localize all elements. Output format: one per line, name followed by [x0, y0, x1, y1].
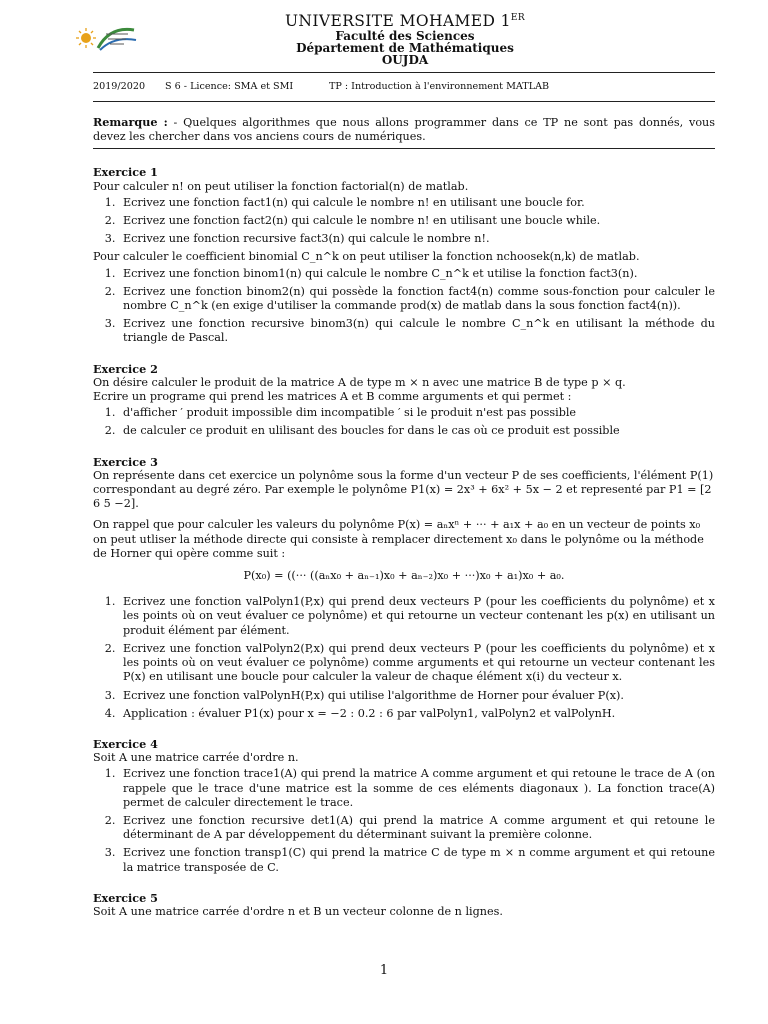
exercise-4-intro: Soit A une matrice carrée d'ordre n. — [93, 751, 299, 765]
tp-title: TP : Introduction à l'environnement MATLAB — [329, 81, 550, 92]
list-item: 2. Ecrivez une fonction recursive det1(A) qui prend la matrice A comme argument et qui retoune le déterminant de A par développement du déterminant suivant la première colonne. — [119, 814, 715, 842]
info-rule — [93, 101, 715, 102]
exercise-3-title: Exercice 3 — [93, 454, 158, 469]
list-item: 1. d'afficher ′ produit impossible dim incompatible ′ si le produit n'est pas possible — [119, 406, 715, 420]
list-item: 2. Ecrivez une fonction valPolyn2(P,x) qui prend deux vecteurs P (pour les coefficients du polynôme) et x les points où on veut évaluer ce polynôme) comme arguments et qui retourne un vecteur contenant les P(x) en utilisant une boucle pour calculer la valeur de chaque élément x(i) du vecteur x. — [119, 642, 715, 685]
list-item: 2. Ecrivez une fonction fact2(n) qui calcule le nombre n! en utilisant une boucle while. — [119, 214, 715, 228]
list-item: 3. Ecrivez une fonction transp1(C) qui prend la matrice C de type m × n comme argument et qui retoune la matrice transposée de C. — [119, 846, 715, 874]
list-item: 1. Ecrivez une fonction binom1(n) qui calcule le nombre C_n^k et utilise la fonction fact3(n). — [119, 267, 715, 281]
list-item: 1. Ecrivez une fonction fact1(n) qui calcule le nombre n! en utilisant une boucle for. — [119, 196, 715, 210]
list-item: 3. Ecrivez une fonction recursive binom3(n) qui calcule le nombre C_n^k en utilisant la méthode du triangle de Pascal. — [119, 317, 715, 345]
city-name: OUJDA — [381, 53, 429, 68]
university-logo — [74, 18, 144, 58]
remark-paragraph — [93, 115, 715, 144]
academic-year: 2019/2020 — [93, 81, 146, 92]
exercise-1-intro: Pour calculer n! on peut utiliser la fonction factorial(n) de matlab. — [93, 179, 469, 193]
exercise-2-intro-2: Ecrire un programe qui prend les matrices A et B comme arguments et qui permet : — [93, 390, 572, 404]
exercise-3-para-1: On représente dans cet exercice un polynôme sous la forme d'un vecteur P de ses coefficients, l'élément P(1) correspondant au degré zéro. Par exemple le polynôme P1(x) = 2x³ + 6x² + 5x − 2 et representé par P1 = [2 6 5 −2]. — [93, 468, 714, 511]
course-info-bar — [93, 81, 715, 92]
remark-rule — [93, 148, 715, 149]
remark-text: - Quelques algorithmes que nous allons programmer dans ce TP ne sont pas donnés, vous devez les chercher dans vos anciens cours de numériques. — [93, 116, 716, 144]
exercise-2-title: Exercice 2 — [93, 361, 158, 376]
list-item: 3. Ecrivez une fonction recursive fact3(n) qui calcule le nombre n!. — [119, 232, 715, 246]
remark-label: Remarque : — [93, 115, 168, 129]
exercise-4-title: Exercice 4 — [93, 736, 158, 751]
faculty-name: Faculté des Sciences — [335, 28, 475, 43]
university-name: UNIVERSITE MOHAMED 1ER — [284, 12, 526, 31]
exercise-2-intro: On désire calculer le produit de la matrice A de type m × n avec une matrice B de type p × q. — [93, 375, 626, 389]
list-item: 2. Ecrivez une fonction binom2(n) qui possède la fonction fact4(n) comme sous-fonction pour calculer le nombre C_n^k (en exige d'utiliser la commande prod(x) de matlab dans la sous fonction fact4(n)). — [119, 285, 715, 313]
list-item: 1. Ecrivez une fonction trace1(A) qui prend la matrice A comme argument et qui retoune le trace de A (on rappele que le trace d'une matrice est la somme de ces eléments diagonaux ). La fonction trace(A) permet de calculer directement le trace. — [119, 767, 715, 810]
exercise-3-list — [93, 595, 715, 721]
horner-formula: P(x₀) = ((··· ((aₙx₀ + aₙ₋₁)x₀ + aₙ₋₂)x₀ + ···)x₀ + a₁)x₀ + a₀. — [243, 569, 565, 583]
list-item: 1. Ecrivez une fonction valPolyn1(P,x) qui prend deux vecteurs P (pour les coefficients du polynôme) et x les points où on veut évaluer ce polynôme) et qui retourne un vecteur contenant les p(x) en utilisant un produit élément par élément. — [119, 595, 715, 638]
list-item: 4. Application : évaluer P1(x) pour x = −2 : 0.2 : 6 par valPolyn1, valPolyn2 et valPolynH. — [119, 707, 715, 721]
department-name: Département de Mathématiques — [296, 41, 514, 56]
exercise-2-list — [93, 406, 715, 438]
exercise-1-list-b — [93, 267, 715, 346]
list-item: 2. de calculer ce produit en ulilisant des boucles for dans le cas où ce produit est possible — [119, 424, 715, 438]
document-body — [93, 115, 715, 919]
page-number: 1 — [379, 963, 389, 978]
exercise-4-list — [93, 767, 715, 874]
course-level: S 6 - Licence: SMA et SMI — [165, 81, 294, 92]
top-rule — [93, 72, 715, 73]
exercise-3-para-2: On rappel que pour calculer les valeurs du polynôme P(x) = aₙxⁿ + ··· + a₁x + a₀ en un vecteur de points x₀ on peut utliser la méthode directe qui consiste à remplacer directement x₀ dans le polynôme ou la méthode de Horner qui opère comme suit : — [93, 518, 704, 560]
exercise-5-title: Exercice 5 — [93, 890, 158, 905]
document-header — [200, 14, 610, 67]
exercise-1-list-a — [93, 196, 715, 247]
exercise-5-intro: Soit A une matrice carrée d'ordre n et B un vecteur colonne de n lignes. — [93, 904, 503, 918]
exercise-1-intro-2: Pour calculer le coefficient binomial C_n^k on peut utiliser la fonction nchoosek(n,k) de matlab. — [93, 250, 640, 264]
exercise-1-title: Exercice 1 — [93, 165, 158, 180]
list-item: 3. Ecrivez une fonction valPolynH(P,x) qui utilise l'algorithme de Horner pour évaluer P(x). — [119, 689, 715, 703]
